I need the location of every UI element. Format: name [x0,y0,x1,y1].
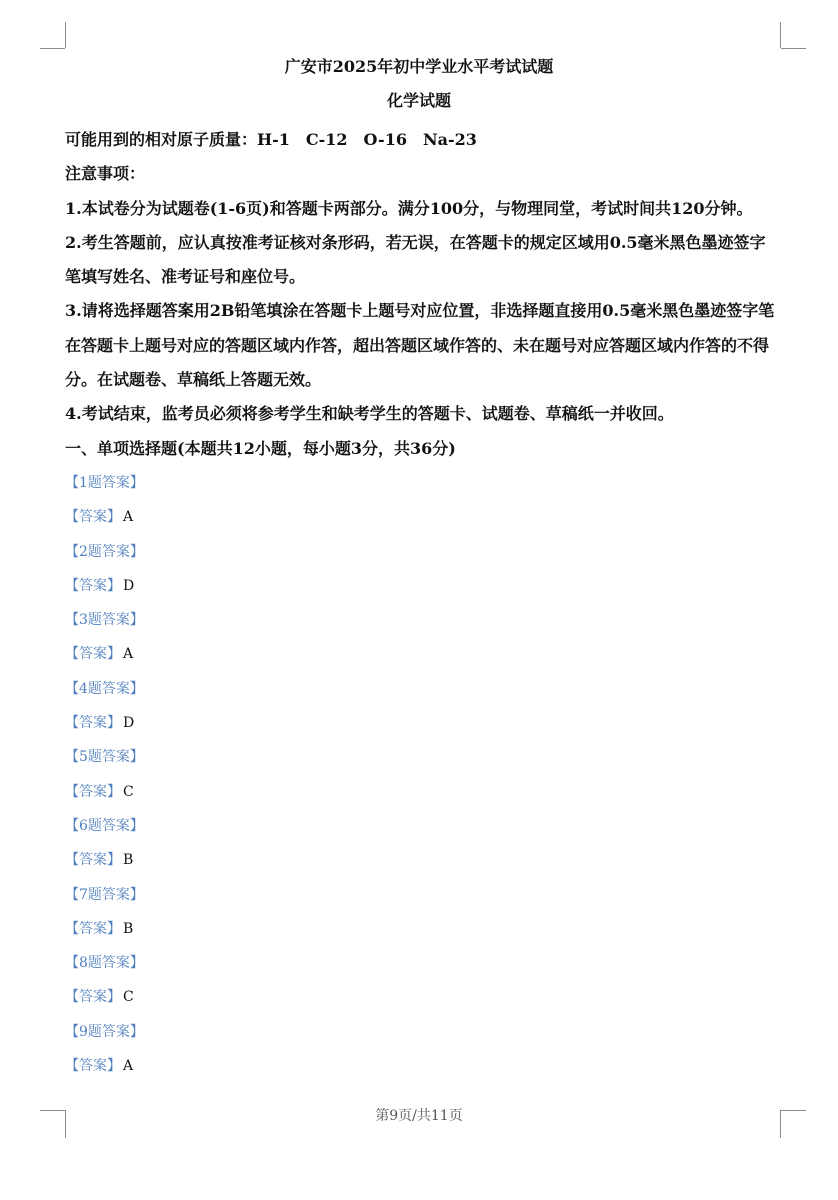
question-label [65,1015,781,1049]
answer-value: B [123,920,134,937]
answer-value: D [123,577,135,594]
answer-row [65,500,781,534]
crop-mark-top-right [781,48,806,49]
question-label [65,878,781,912]
answer-row [65,637,781,671]
question-label [65,466,781,500]
answer-list [65,466,781,1083]
notice-item: 1.本试卷分为试题卷(1-6页)和答题卡两部分。满分100分，与物理同堂，考试时间共120分钟。 [65,198,753,218]
answer-label: 【答案】 [65,852,121,869]
notice-item: 2.考生答题前，应认真按准考证核对条形码，若无误，在答题卡的规定区域用0.5毫米黑色墨迹签字笔填写姓名、准考证号和座位号。 [65,232,766,287]
answer-row [65,775,781,809]
atomic-mass-line: 可能用到的相对原子质量：H-1 C-12 O-16 Na-23 [65,130,477,149]
answer-row [65,980,781,1014]
notice-item: 3.请将选择题答案用2B铅笔填涂在答题卡上题号对应位置，非选择题直接用0.5毫米黑色墨迹签字笔在答题卡上题号对应的答题区域内作答，超出答题区域作答的、未在题号对应答题区域内作答的不得分。在试题卷、草稿纸上答题无效。 [65,301,775,390]
question-label [65,809,781,843]
question-label-text: 【7题答案】 [65,886,144,903]
answer-value: C [123,783,134,800]
answer-row [65,1049,781,1083]
document-body [65,123,781,1083]
crop-mark-top-left [65,22,66,48]
crop-mark-top-left [40,48,65,49]
crop-mark-top-right [780,22,781,48]
answer-row [65,569,781,603]
answer-label: 【答案】 [65,646,121,663]
question-label-text: 【1题答案】 [65,474,144,491]
page-title: 广安市2025年初中学业水平考试试题 [284,57,554,76]
notice-item: 4.考试结束，监考员必须将参考学生和缺考学生的答题卡、试题卷、草稿纸一并收回。 [65,404,674,424]
question-label [65,603,781,637]
answer-label: 【答案】 [65,577,121,594]
question-label [65,946,781,980]
answer-value: B [123,852,134,869]
answer-label: 【答案】 [65,509,121,526]
question-label-text: 【3题答案】 [65,612,144,629]
question-label [65,740,781,774]
question-label-text: 【8题答案】 [65,955,144,972]
question-label-text: 【4题答案】 [65,680,144,697]
question-label [65,535,781,569]
answer-label: 【答案】 [65,920,121,937]
answer-row [65,706,781,740]
question-label-text: 【5题答案】 [65,749,144,766]
notice-heading: 注意事项： [65,164,146,184]
subject-title: 化学试题 [386,91,451,110]
answer-label: 【答案】 [65,783,121,800]
answer-label: 【答案】 [65,715,121,732]
answer-value: A [123,1058,134,1075]
answer-value: A [123,646,134,663]
answer-value: D [123,715,135,732]
answer-label: 【答案】 [65,989,121,1006]
question-label-text: 【6题答案】 [65,817,144,834]
question-label [65,672,781,706]
page-footer: 第9页/共11页 [375,1108,463,1124]
answer-row [65,843,781,877]
question-label-text: 【9题答案】 [65,1023,144,1040]
answer-value: A [123,509,134,526]
section-heading: 一、单项选择题(本题共12小题，每小题3分，共36分) [65,438,456,458]
question-label-text: 【2题答案】 [65,543,144,560]
answer-row [65,912,781,946]
answer-label: 【答案】 [65,1058,121,1075]
answer-value: C [123,989,134,1006]
